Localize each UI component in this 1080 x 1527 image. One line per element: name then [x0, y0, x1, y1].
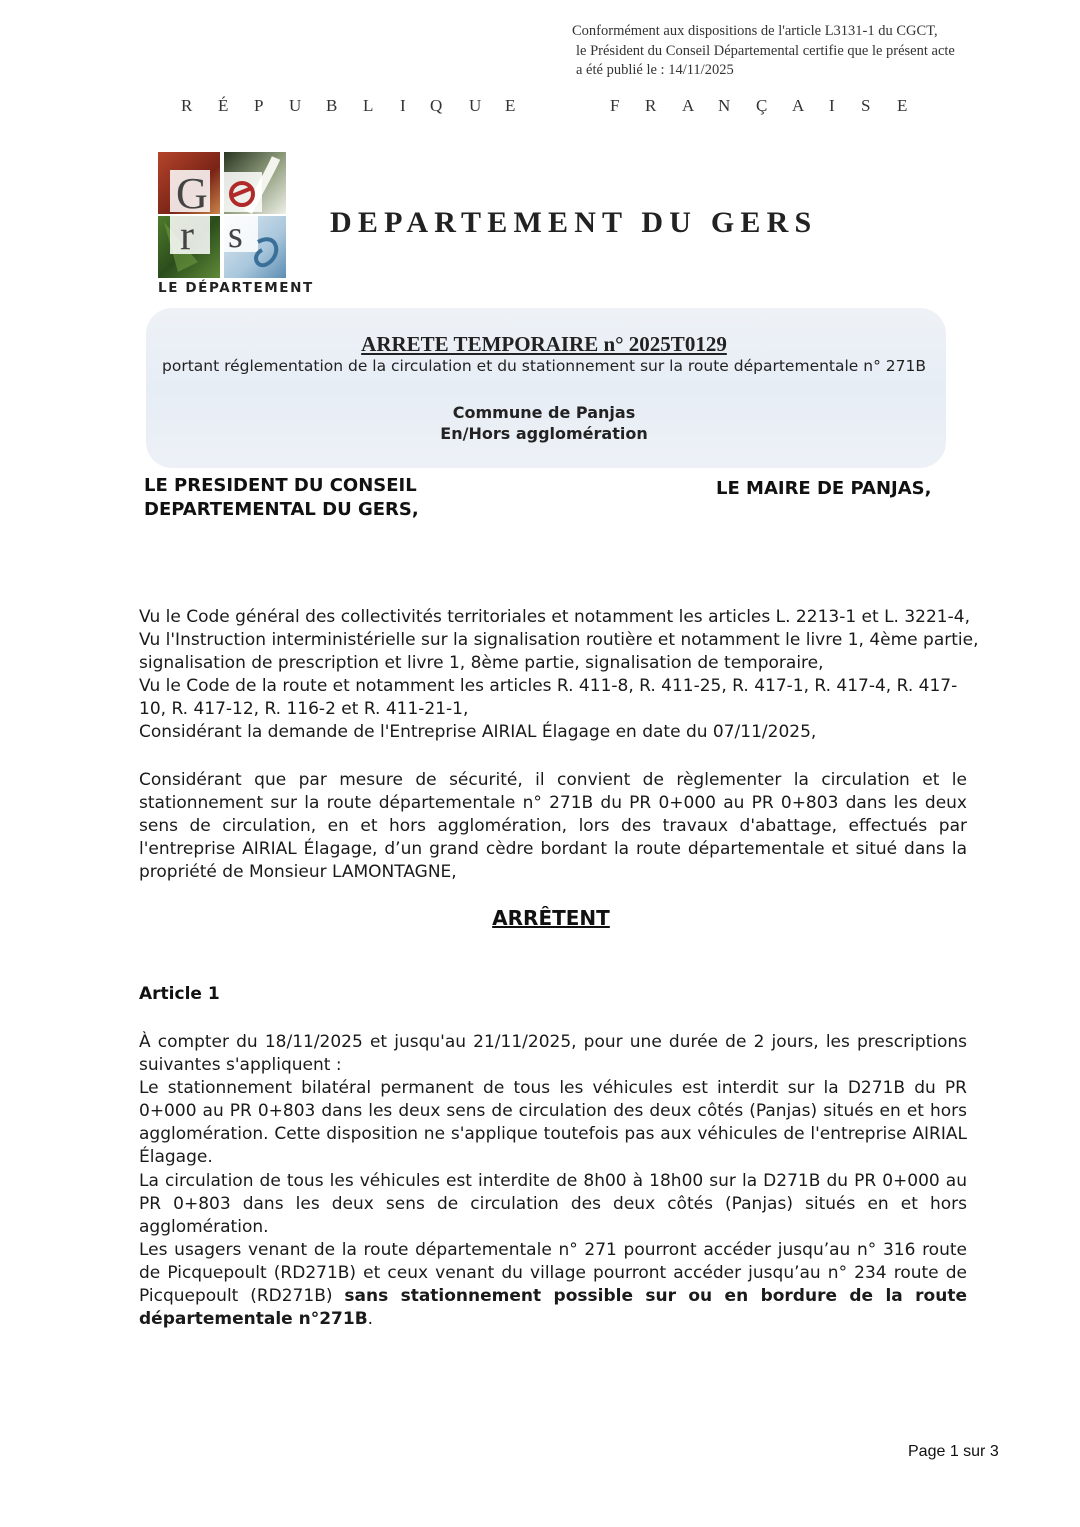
- article-paragraph: [139, 1239, 967, 1331]
- letter: S: [861, 96, 871, 115]
- vu-line: 10, R. 417-12, R. 116-2 et R. 411-21-1,: [139, 699, 469, 720]
- letter: I: [829, 96, 835, 115]
- article-bold-text: sans stationnement possible sur ou en bordure de la route départementale n°271B: [139, 1286, 967, 1330]
- considerant-paragraph: [139, 769, 967, 884]
- letter: E: [897, 96, 908, 115]
- article-text: Les usagers venant de la route départementale n° 271 pourront accéder jusqu’au n° 316 route de Picquepoult (RD271B) et ceux venant du village pourront accéder jusqu’au n° 234 route de Picquepoult (RD271B): [139, 1239, 967, 1307]
- letter: P: [254, 96, 264, 115]
- article-paragraph: La circulation de tous les véhicules est interdite de 8h00 à 18h00 sur la D271B du PR 0+000 au PR 0+803 dans les deux sens de circulation des deux côtés (Panjas) situés en et hors agglomération.: [139, 1170, 967, 1237]
- article-text-end: .: [367, 1309, 374, 1330]
- letter: R: [645, 96, 657, 115]
- vu-line: Vu le Code général des collectivités territoriales et notamment les articles L. 2213-1 et L. 3221-4,: [139, 607, 970, 627]
- letter: I: [400, 96, 406, 115]
- certification-line: Conformément aux dispositions de l'article L3131-1 du CGCT,: [572, 23, 938, 39]
- letter: U: [469, 96, 482, 115]
- letter: F: [610, 96, 620, 115]
- commune-name: Commune de Panjas: [452, 403, 636, 422]
- article-1-body: [139, 1031, 967, 1331]
- article-paragraph: Le stationnement bilatéral permanent de tous les véhicules est interdit sur la D271B du PR 0+000 au PR 0+803 dans les deux sens de circulation des deux côtés (Panjas) situés en et hors agglomération. Cette disposition ne s'applique toutefois pas aux véhicules de l'entreprise AIRIAL Élagage.: [139, 1078, 967, 1168]
- letter: Ç: [756, 96, 768, 115]
- letter: E: [505, 96, 516, 115]
- agglomeration-zone: En/Hors agglomération: [440, 424, 648, 443]
- vu-line: Considérant la demande de l'Entreprise AIRIAL Élagage en date du 07/11/2025,: [139, 722, 817, 743]
- article-paragraph: À compter du 18/11/2025 et jusqu'au 21/11/2025, pour une durée de 2 jours, les prescriptions suivantes s'appliquent :: [139, 1032, 967, 1076]
- arretent-heading: ARRÊTENT: [492, 906, 610, 930]
- logo-caption: LE DÉPARTEMENT: [158, 280, 314, 296]
- vu-line: signalisation de prescription et livre 1, 8ème partie, signalisation de temporaire,: [139, 653, 824, 674]
- certification-line: a été publié le : 14/11/2025: [576, 62, 734, 78]
- department-title: DEPARTEMENT DU GERS: [330, 206, 818, 239]
- arrete-title: ARRETE TEMPORAIRE n° 2025T0129: [361, 332, 727, 356]
- letter: A: [792, 96, 805, 115]
- logo-mosaic-icon: [158, 152, 286, 278]
- vu-section: [139, 606, 979, 745]
- letter: Q: [430, 96, 443, 115]
- letter: U: [289, 96, 302, 115]
- svg-text:G: G: [176, 169, 208, 218]
- maire-authority: LE MAIRE DE PANJAS,: [716, 478, 932, 499]
- president-line: LE PRESIDENT DU CONSEIL: [144, 475, 417, 496]
- page-number: Page 1 sur 3: [908, 1443, 999, 1460]
- vu-line: Vu le Code de la route et notamment les articles R. 411-8, R. 411-25, R. 417-1, R. 417-4, R. 417-: [139, 676, 958, 697]
- svg-text:s: s: [228, 214, 243, 256]
- letter: L: [363, 96, 374, 115]
- letter: A: [682, 96, 695, 115]
- considerant-text: Considérant que par mesure de sécurité, il convient de règlementer la circulation et le stationnement sur la route départementale n° 271B du PR 0+000 au PR 0+803 dans les deux sens de circulation, en et hors agglomération, lors des travaux d'abattage, effectués par l'entreprise AIRIAL Élagage, d’un grand cèdre bordant la route départementale et situé dans la propriété de Monsieur LAMONTAGNE,: [139, 770, 967, 883]
- letter: É: [218, 96, 229, 115]
- letter: B: [326, 96, 338, 115]
- vu-line: Vu l'Instruction interministérielle sur la signalisation routière et notamment le livre 1, 4ème partie,: [139, 630, 979, 651]
- svg-text:r: r: [180, 213, 194, 259]
- president-authority: [144, 474, 419, 522]
- gers-department-logo: [158, 152, 314, 300]
- letter: R: [181, 96, 193, 115]
- article-1-heading: Article 1: [139, 984, 220, 1004]
- publication-certification: [572, 22, 1042, 81]
- president-line: DEPARTEMENTAL DU GERS,: [144, 499, 419, 520]
- commune-block: [0, 402, 1080, 444]
- arrete-subtitle: portant réglementation de la circulation et du stationnement sur la route départementale n° 271B: [162, 357, 926, 375]
- certification-line: le Président du Conseil Départemental certifie que le présent acte: [576, 42, 955, 59]
- letter: N: [718, 96, 731, 115]
